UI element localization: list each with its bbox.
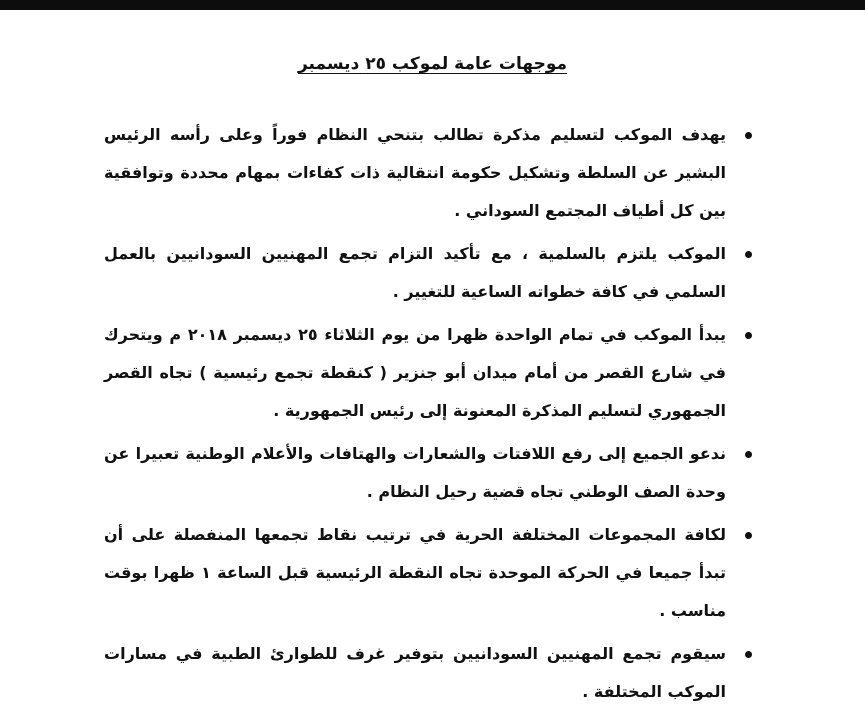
guidelines-list [104,116,754,716]
list-item [104,435,754,511]
list-item-text: الموكب يلتزم بالسلمية ، مع تأكيد التزام تجمع المهنيين السودانيين بالعمل السلمي في كافة خطواته الساعية للتغيير . [104,244,726,301]
bullet-icon [745,332,752,339]
list-item [104,316,754,430]
top-border-bar [0,0,865,10]
list-item-text: لكافة المجموعات المختلفة الحرية في ترتيب نقاط تجمعها المنفصلة على أن تبدأ جميعا في الحركة الموحدة تجاه النقطة الرئيسية قبل الساعة ١ ظهرا بوقت مناسب . [104,525,726,620]
list-item [104,235,754,311]
list-item-text: ندعو الجميع إلى رفع اللافتات والشعارات والهتافات والأعلام الوطنية تعبيرا عن وحدة الصف الوطني تجاه قضية رحيل النظام . [104,444,726,501]
list-item [104,635,754,711]
list-item-text: يهدف الموكب لتسليم مذكرة تطالب بتنحي النظام فوراً وعلى رأسه الرئيس البشير عن السلطة وتشكيل حكومة انتقالية ذات كفاءات بمهام محددة وتوافقية بين كل أطياف المجتمع السوداني . [104,125,726,220]
list-item-text: يبدأ الموكب في تمام الواحدة ظهرا من يوم الثلاثاء ٢٥ ديسمبر ٢٠١٨ م ويتحرك في شارع القصر من أمام ميدان أبو جنزير ( كنقطة تجمع رئيسية ) تجاه القصر الجمهوري لتسليم المذكرة المعنونة إلى رئيس الجمهورية . [104,325,726,420]
document-title: موجهات عامة لموكب ٢٥ ديسمبر [297,54,568,74]
document-page [0,10,865,701]
list-item [104,516,754,630]
bullet-icon [745,651,752,658]
bullet-icon [745,132,752,139]
list-item [104,116,754,230]
bullet-icon [745,532,752,539]
bullet-icon [745,251,752,258]
list-item-text: سيقوم تجمع المهنيين السودانيين بتوفير غرف للطوارئ الطبية في مسارات الموكب المختلفة . [104,644,726,701]
bullet-icon [745,451,752,458]
